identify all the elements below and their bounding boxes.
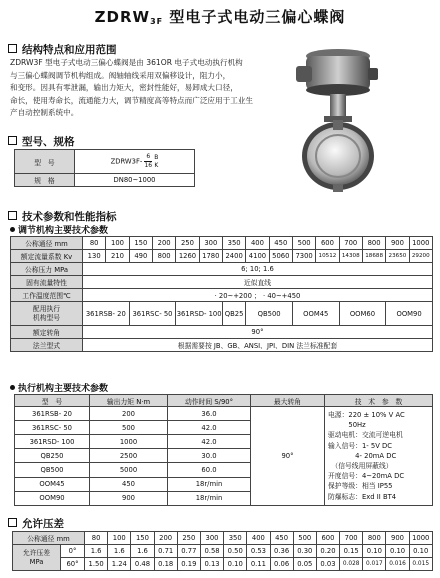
pressure-label: 公称压力 MPa bbox=[11, 263, 83, 276]
table-cell: 0.016 bbox=[386, 558, 409, 571]
table-cell: 361RSC- 50 bbox=[129, 302, 176, 326]
table-cell: 100 bbox=[108, 532, 131, 545]
table-cell: 30.0 bbox=[168, 449, 251, 463]
table-cell: 600 bbox=[316, 532, 339, 545]
square-bullet-icon bbox=[8, 44, 17, 53]
table-cell: OOM45 bbox=[292, 302, 339, 326]
table-cell: 42.0 bbox=[168, 421, 251, 435]
table-cell: 0.50 bbox=[224, 545, 247, 558]
table-cell: 1.50 bbox=[85, 558, 108, 571]
table-cell: 0.13 bbox=[200, 558, 223, 571]
filled-dot-icon bbox=[10, 227, 15, 232]
pressure-value: 6; 10; 1.6 bbox=[83, 263, 433, 276]
table-cell: 18r/min bbox=[168, 491, 251, 505]
table-cell: 700 bbox=[340, 532, 363, 545]
table-cell: 500 bbox=[90, 421, 168, 435]
table-cell: OOM90 bbox=[386, 302, 433, 326]
table-cell: 490 bbox=[129, 250, 152, 263]
table-cell: 1260 bbox=[176, 250, 199, 263]
table-cell: 361RSB- 20 bbox=[83, 302, 130, 326]
table-cell: QB25 bbox=[222, 302, 245, 326]
table-cell: 500 bbox=[293, 532, 316, 545]
max-angle-value: 90° bbox=[251, 407, 325, 506]
table-cell: 0.48 bbox=[131, 558, 154, 571]
table-cell: 900 bbox=[386, 237, 409, 250]
table-cell: 0.30 bbox=[293, 545, 316, 558]
flow-characteristic-label: 固有流量特性 bbox=[11, 276, 83, 289]
table-cell: 80 bbox=[85, 532, 108, 545]
table-cell: 0.71 bbox=[154, 545, 177, 558]
table-cell: 200 bbox=[90, 407, 168, 421]
temperature-value: · 20~+200 ； · 40~+450 bbox=[83, 289, 433, 302]
table-cell: 210 bbox=[106, 250, 129, 263]
butterfly-valve-photo bbox=[286, 44, 386, 194]
table-cell: OOM60 bbox=[339, 302, 386, 326]
table-cell: OOM45 bbox=[15, 477, 90, 491]
table-cell: 1.6 bbox=[108, 545, 131, 558]
table-cell: 0.11 bbox=[247, 558, 270, 571]
kv-label: 额定流量系数 Kv bbox=[11, 250, 83, 263]
table-cell: 0.03 bbox=[316, 558, 339, 571]
table-cell: 450 bbox=[269, 237, 292, 250]
table-cell: 0.10 bbox=[409, 545, 432, 558]
filled-dot-icon bbox=[10, 385, 15, 390]
table-cell: 150 bbox=[129, 237, 152, 250]
table-cell: 350 bbox=[222, 237, 245, 250]
table-cell: 80 bbox=[83, 237, 106, 250]
subsection-title-actuator: 执行机构主要技术参数 bbox=[10, 381, 108, 394]
table-cell: 361RSC- 50 bbox=[15, 421, 90, 435]
table-cell: 1000 bbox=[90, 435, 168, 449]
column-header: 型 号 bbox=[15, 395, 90, 407]
table-cell: 900 bbox=[90, 491, 168, 505]
table-cell: 500 bbox=[292, 237, 315, 250]
table-cell: 361RSD- 100 bbox=[176, 302, 223, 326]
actuator-params-table bbox=[14, 394, 433, 506]
table-cell: 800 bbox=[363, 532, 386, 545]
spec-value: DN80~1000 bbox=[75, 174, 195, 187]
table-cell: QB250 bbox=[15, 449, 90, 463]
square-bullet-icon bbox=[8, 211, 17, 220]
table-cell: 400 bbox=[247, 532, 270, 545]
column-header: 最大转角 bbox=[251, 395, 325, 407]
table-cell: 0.015 bbox=[409, 558, 432, 571]
table-cell: 450 bbox=[90, 477, 168, 491]
table-cell: 14308 bbox=[339, 250, 362, 263]
table-cell: 42.0 bbox=[168, 435, 251, 449]
table-cell: 0.06 bbox=[270, 558, 293, 571]
table-cell: QB500 bbox=[246, 302, 293, 326]
table-cell: 300 bbox=[200, 532, 223, 545]
table-cell: 150 bbox=[131, 532, 154, 545]
table-cell: 0.58 bbox=[200, 545, 223, 558]
section-title-structure: 结构特点和应用范围 bbox=[8, 42, 117, 57]
table-cell: 130 bbox=[83, 250, 106, 263]
table-cell: 1000 bbox=[409, 237, 432, 250]
table-cell: 2400 bbox=[222, 250, 245, 263]
table-cell: 18688 bbox=[362, 250, 385, 263]
column-header: 技 术 参 数 bbox=[325, 395, 433, 407]
table-cell: 60.0 bbox=[168, 463, 251, 477]
flange-type-label: 法兰型式 bbox=[11, 339, 83, 352]
table-cell: 450 bbox=[270, 532, 293, 545]
table-cell: 361RSB- 20 bbox=[15, 407, 90, 421]
table-cell: 300 bbox=[199, 237, 222, 250]
pressure-diff-table bbox=[12, 531, 433, 571]
table-cell: QB500 bbox=[15, 463, 90, 477]
angle-cell: 0° bbox=[61, 545, 85, 558]
column-header: 输出力矩 N·m bbox=[90, 395, 168, 407]
table-cell: 0.10 bbox=[363, 545, 386, 558]
section-title-tech-params: 技术参数和性能指标 bbox=[8, 209, 117, 224]
table-cell: 700 bbox=[339, 237, 362, 250]
square-bullet-icon bbox=[8, 136, 17, 145]
spec-label: 规 格 bbox=[15, 174, 75, 187]
angle-cell: 60° bbox=[61, 558, 85, 571]
table-cell: OOM90 bbox=[15, 491, 90, 505]
table-cell: 23650 bbox=[386, 250, 409, 263]
table-cell: 361RSD- 100 bbox=[15, 435, 90, 449]
table-cell: 800 bbox=[362, 237, 385, 250]
table-cell: 900 bbox=[386, 532, 409, 545]
allowed-pressure-label: 允许压差 MPa bbox=[13, 545, 61, 571]
table-cell: 0.53 bbox=[247, 545, 270, 558]
table-cell: 18r/min bbox=[168, 477, 251, 491]
nominal-diameter-label: 公称通径 mm bbox=[11, 237, 83, 250]
section-title-pressure-diff: 允许压差 bbox=[8, 516, 64, 531]
table-cell: 0.028 bbox=[340, 558, 363, 571]
table-cell: 350 bbox=[224, 532, 247, 545]
table-cell: 1780 bbox=[199, 250, 222, 263]
table-cell: 200 bbox=[154, 532, 177, 545]
table-cell: 1.6 bbox=[85, 545, 108, 558]
table-cell: 29200 bbox=[409, 250, 432, 263]
table-cell: 400 bbox=[246, 237, 269, 250]
table-cell: 800 bbox=[152, 250, 175, 263]
model-table bbox=[14, 149, 195, 187]
column-header: 动作时间 S/90° bbox=[168, 395, 251, 407]
table-cell: 10512 bbox=[316, 250, 339, 263]
actuator-model-label: 配用执行 机构型号 bbox=[11, 302, 83, 326]
regulating-params-table bbox=[10, 236, 433, 352]
tech-params-cell: 电源：220 ± 10% V AC 50Hz 驱动电机：交流可逆电机 输入信号：1- 5V DC 4- 20mA DC （信号线用屏蔽线） 开度信号：4~20mA DC 保护等级：相当 IP55 防爆标志：Exd II BT4 bbox=[325, 407, 433, 506]
table-cell: 200 bbox=[152, 237, 175, 250]
table-cell: 0.10 bbox=[224, 558, 247, 571]
table-cell: 4100 bbox=[246, 250, 269, 263]
flow-characteristic-value: 近似直线 bbox=[83, 276, 433, 289]
table-cell: 250 bbox=[177, 532, 200, 545]
structure-paragraph: ZDRW3F 型电子式电动三偏心蝶阀是由 361OR 电子式电动执行机构 与三偏心蝶阀调节机构组成。阀轴轴线采用双偏移设计，阻力小， 和变形。因具有零泄漏，输出力矩大，密封性能好，易卸成大口径， 命长，使用寿命长，流通能力大，调节精度高等特点而广泛应用于工业生 产自动控制系统中。 bbox=[10, 58, 253, 118]
table-cell: 0.017 bbox=[363, 558, 386, 571]
table-cell: 250 bbox=[176, 237, 199, 250]
table-cell: 0.20 bbox=[316, 545, 339, 558]
table-cell: 1.6 bbox=[131, 545, 154, 558]
table-cell: 0.18 bbox=[154, 558, 177, 571]
table-cell: 0.19 bbox=[177, 558, 200, 571]
table-cell: 1000 bbox=[409, 532, 432, 545]
model-value: ZDRW3F- $\frac{6}{16}$ B K bbox=[75, 150, 195, 174]
subsection-title-regulating: 调节机构主要技术参数 bbox=[10, 223, 108, 236]
square-bullet-icon bbox=[8, 518, 17, 527]
table-cell: 600 bbox=[316, 237, 339, 250]
table-cell: 2500 bbox=[90, 449, 168, 463]
section-title-model: 型号、规格 bbox=[8, 134, 75, 149]
temperature-label: 工作温度范围℃ bbox=[11, 289, 83, 302]
table-cell: 0.77 bbox=[177, 545, 200, 558]
table-cell: 36.0 bbox=[168, 407, 251, 421]
table-cell: 5060 bbox=[269, 250, 292, 263]
rated-angle-label: 额定转角 bbox=[11, 326, 83, 339]
table-cell: 0.10 bbox=[386, 545, 409, 558]
rated-angle-value: 90° bbox=[83, 326, 433, 339]
nominal-diameter-label: 公称通径 mm bbox=[13, 532, 85, 545]
table-cell: 0.05 bbox=[293, 558, 316, 571]
page-title: $ZDRW_{3F}$ 型电子式电动三偏心蝶阀 bbox=[94, 8, 346, 26]
table-cell: 1.24 bbox=[108, 558, 131, 571]
table-cell: 5000 bbox=[90, 463, 168, 477]
table-cell: 0.36 bbox=[270, 545, 293, 558]
model-label: 型 号 bbox=[15, 150, 75, 174]
table-cell: 7300 bbox=[292, 250, 315, 263]
table-cell: 0.15 bbox=[340, 545, 363, 558]
table-cell: 100 bbox=[106, 237, 129, 250]
flange-type-value: 根据需要按 JB、GB、ANSI、JPI、DIN 法兰标准配套 bbox=[83, 339, 433, 352]
